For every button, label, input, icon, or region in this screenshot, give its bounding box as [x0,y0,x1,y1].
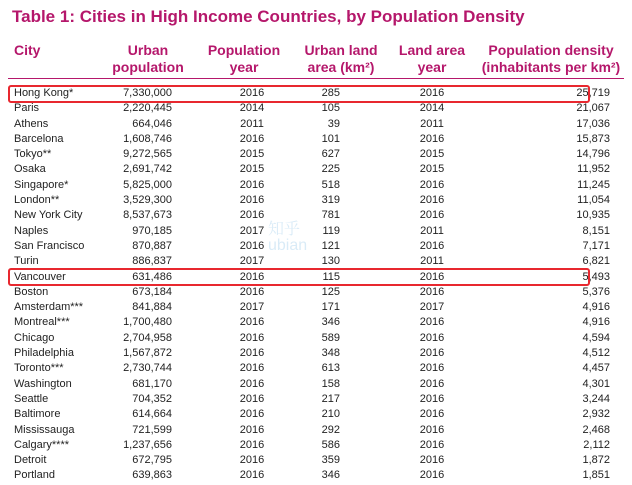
city-cell: Barcelona [14,132,64,145]
table-row [0,361,632,376]
city-cell: Paris [14,102,40,115]
urban-land-area-cell: 292 [321,423,340,436]
land-area-year-cell: 2017 [419,301,445,314]
city-cell: Osaka [14,163,46,176]
population-density-cell: 4,301 [582,377,610,390]
city-cell: New York City [14,209,83,222]
urban-population-cell: 721,599 [132,423,172,436]
population-density-cell: 11,952 [577,163,610,176]
city-cell: Naples [14,224,49,237]
urban-land-area-cell: 101 [321,132,340,145]
population-year-cell: 2011 [240,117,264,130]
population-density-cell: 7,171 [582,239,610,252]
city-cell: Singapore* [14,178,69,191]
population-year-cell: 2016 [239,408,265,421]
population-year-cell: 2016 [239,316,265,329]
urban-land-area-cell: 589 [321,331,340,344]
table-row [0,221,632,239]
city-cell: Boston [14,285,49,298]
urban-land-area-cell: 285 [321,87,340,99]
population-year-cell: 2016 [239,377,265,390]
land-area-year-cell: 2016 [419,438,445,451]
population-year-cell: 2016 [239,209,265,222]
table-row [0,147,632,162]
city-cell: Philadelphia [14,347,74,360]
header-line: population [112,59,184,75]
population-year-cell: 2016 [239,87,265,99]
table-row [0,407,632,422]
table-row [0,377,632,392]
population-density-cell: 1,872 [582,454,610,467]
land-area-year-cell: 2016 [419,87,445,99]
urban-population-cell: 970,185 [132,224,172,237]
city-cell: San Francisco [14,239,85,252]
urban-land-area-cell: 121 [321,239,340,252]
urban-population-cell: 664,046 [132,117,172,130]
land-area-year-cell: 2016 [419,392,445,405]
urban-population-cell: 704,352 [132,392,172,405]
population-year-cell: 2014 [239,102,265,115]
table-row [0,438,632,453]
urban-population-cell: 2,220,445 [123,102,172,115]
header-city [14,42,114,59]
urban-population-cell: 681,170 [132,377,172,390]
population-density-cell: 2,468 [582,423,610,436]
table-row [0,315,632,330]
land-area-year-cell: 2016 [419,194,445,207]
city-cell: Baltimore [14,408,61,421]
land-area-year-cell: 2016 [419,469,445,482]
land-area-year-cell: 2016 [419,423,445,436]
city-cell: Mississauga [14,423,75,436]
urban-population-cell: 2,691,742 [123,163,172,176]
header-line: Urban [127,42,169,58]
population-year-cell: 2015 [239,148,265,161]
city-cell: Tokyo** [14,148,52,161]
urban-land-area-cell: 348 [321,347,340,360]
header-line: Population density [488,42,614,58]
city-cell: Turin [14,255,39,268]
table-row [0,208,632,223]
population-density-cell: 4,916 [582,316,610,329]
table-row [0,346,632,361]
urban-land-area-cell: 125 [321,285,340,298]
table-row [0,178,632,193]
urban-land-area-cell: 115 [322,270,340,283]
population-year-cell: 2016 [239,132,265,145]
land-area-year-cell: 2016 [419,347,445,360]
table-row [0,101,632,116]
land-area-year-cell: 2015 [419,163,445,176]
watermark-line: 知乎 [268,221,301,238]
urban-population-cell: 8,537,673 [123,209,172,222]
urban-land-area-cell: 613 [321,362,340,375]
population-density-cell: 14,796 [576,148,610,161]
population-year-cell: 2016 [239,392,265,405]
population-density-cell: 25,719 [576,87,610,99]
population-year-cell: 2016 [239,347,265,360]
land-area-year-cell: 2016 [419,285,445,298]
urban-land-area-cell: 518 [321,178,340,191]
land-area-year-cell: 2015 [419,148,445,161]
population-year-cell: 2017 [239,255,265,268]
population-density-cell: 3,244 [582,392,610,405]
population-density-cell: 11,245 [577,178,610,191]
population-year-cell: 2016 [239,239,265,252]
table-row [0,392,632,407]
urban-land-area-cell: 346 [321,316,340,329]
population-density-cell: 5,493 [582,270,610,283]
header-divider [8,78,624,79]
population-density-cell: 10,935 [576,209,610,222]
city-cell: Calgary**** [14,438,70,451]
population-year-cell: 2016 [239,331,265,344]
urban-population-cell: 1,237,656 [123,438,172,451]
urban-land-area-cell: 158 [321,377,340,390]
population-density-cell: 15,873 [576,132,610,145]
land-area-year-cell: 2016 [419,377,445,390]
urban-population-cell: 1,608,746 [123,132,172,145]
urban-land-area-cell: 359 [321,454,340,467]
city-cell: Toronto*** [14,362,64,375]
population-density-cell: 4,594 [582,331,610,344]
city-cell: Seattle [14,392,49,405]
table-title: Table 1: Cities in High Income Countries, by Population Density [12,7,525,26]
urban-population-cell: 3,529,300 [123,194,172,207]
table-body [0,86,632,484]
table-row [0,239,632,254]
table-row [0,117,632,132]
highlight-box [8,268,590,286]
population-year-cell: 2016 [239,469,265,482]
header-urban-population [108,42,188,76]
city-cell: Chicago [14,331,55,344]
urban-land-area-cell: 346 [321,469,340,482]
urban-population-cell: 672,795 [132,454,172,467]
population-density-cell: 21,067 [576,102,610,115]
urban-land-area-cell: 210 [321,408,340,421]
urban-population-cell: 2,730,744 [123,362,172,375]
population-year-cell: 2017 [239,301,265,314]
header-line: area (km²) [307,59,375,75]
population-year-cell: 2016 [239,438,265,451]
land-area-year-cell: 2011 [420,224,444,237]
city-cell: Athens [14,117,49,130]
header-city-label: City [14,42,41,58]
header-line: (inhabitants per km²) [481,59,621,75]
table-row [0,132,632,147]
urban-population-cell: 1,700,480 [123,316,172,329]
urban-land-area-cell: 217 [321,392,340,405]
population-density-cell: 4,916 [582,301,610,314]
population-density-cell: 2,112 [583,438,610,451]
urban-land-area-cell: 627 [321,148,340,161]
land-area-year-cell: 2016 [419,239,445,252]
table-row [0,300,632,315]
city-cell: Amsterdam*** [14,301,84,314]
land-area-year-cell: 2016 [419,408,445,421]
urban-population-cell: 841,884 [132,301,172,314]
header-line: year [229,59,259,75]
urban-population-cell: 886,837 [132,255,172,268]
land-area-year-cell: 2016 [419,132,445,145]
watermark-line: ubian [268,237,308,254]
urban-population-cell: 5,825,000 [123,178,172,191]
table-row [0,193,632,208]
land-area-year-cell: 2016 [419,331,445,344]
city-cell: London** [14,194,60,207]
land-area-year-cell: 2016 [419,270,445,283]
land-area-year-cell: 2011 [420,117,444,130]
land-area-year-cell: 2016 [419,316,445,329]
land-area-year-cell: 2011 [420,255,444,268]
urban-population-cell: 631,486 [132,270,172,283]
urban-land-area-cell: 105 [321,102,340,115]
urban-population-cell: 639,863 [132,469,172,482]
urban-land-area-cell: 319 [321,194,340,207]
urban-land-area-cell: 781 [321,209,340,222]
city-cell: Portland [14,469,55,482]
population-density-cell: 11,054 [577,194,610,207]
table-row [0,423,632,438]
city-cell: Detroit [14,454,47,467]
population-year-cell: 2016 [239,194,265,207]
urban-population-cell: 614,664 [132,408,172,421]
population-density-cell: 4,457 [582,362,610,375]
header-line: Population [207,42,281,58]
population-year-cell: 2016 [239,362,265,375]
watermark [268,222,307,254]
population-year-cell: 2016 [239,285,265,298]
urban-land-area-cell: 130 [321,255,340,268]
population-year-cell: 2016 [239,454,265,467]
urban-land-area-cell: 119 [322,224,340,237]
header-population-year [204,42,284,76]
table-row [0,285,632,300]
header-urban-land-area [298,42,384,76]
urban-land-area-cell: 171 [321,301,340,314]
city-cell: Hong Kong* [14,87,74,99]
population-year-cell: 2017 [239,224,265,237]
land-area-year-cell: 2016 [419,209,445,222]
highlight-box [8,85,590,103]
urban-population-cell: 673,184 [132,285,172,298]
urban-population-cell: 2,704,958 [123,331,172,344]
population-density-cell: 1,851 [582,469,610,482]
urban-population-cell: 870,887 [132,239,172,252]
urban-population-cell: 9,272,565 [123,148,172,161]
table-row [0,453,632,468]
urban-land-area-cell: 225 [321,163,340,176]
header-line: Land area [398,42,466,58]
city-cell: Vancouver [14,270,66,283]
land-area-year-cell: 2016 [419,454,445,467]
table-row [0,162,632,177]
population-year-cell: 2015 [239,163,265,176]
table-row [0,468,632,483]
population-density-cell: 4,512 [582,347,610,360]
urban-land-area-cell: 586 [321,438,340,451]
population-year-cell: 2016 [239,178,265,191]
header-land-area-year [392,42,472,76]
header-population-density [478,42,624,76]
population-density-cell: 8,151 [582,224,610,237]
urban-population-cell: 7,330,000 [123,87,172,99]
land-area-year-cell: 2014 [419,102,445,115]
header-line: year [417,59,447,75]
population-density-cell: 6,821 [582,255,610,268]
population-density-cell: 2,932 [582,408,610,421]
city-cell: Montreal*** [14,316,70,329]
population-density-cell: 17,036 [576,117,610,130]
population-density-cell: 5,376 [582,285,610,298]
land-area-year-cell: 2016 [419,178,445,191]
table-row [0,331,632,346]
land-area-year-cell: 2016 [419,362,445,375]
header-line: Urban land [304,42,378,58]
urban-land-area-cell: 39 [327,117,340,130]
population-year-cell: 2016 [239,423,265,436]
city-cell: Washington [14,377,72,390]
urban-population-cell: 1,567,872 [123,347,172,360]
population-year-cell: 2016 [239,270,265,283]
